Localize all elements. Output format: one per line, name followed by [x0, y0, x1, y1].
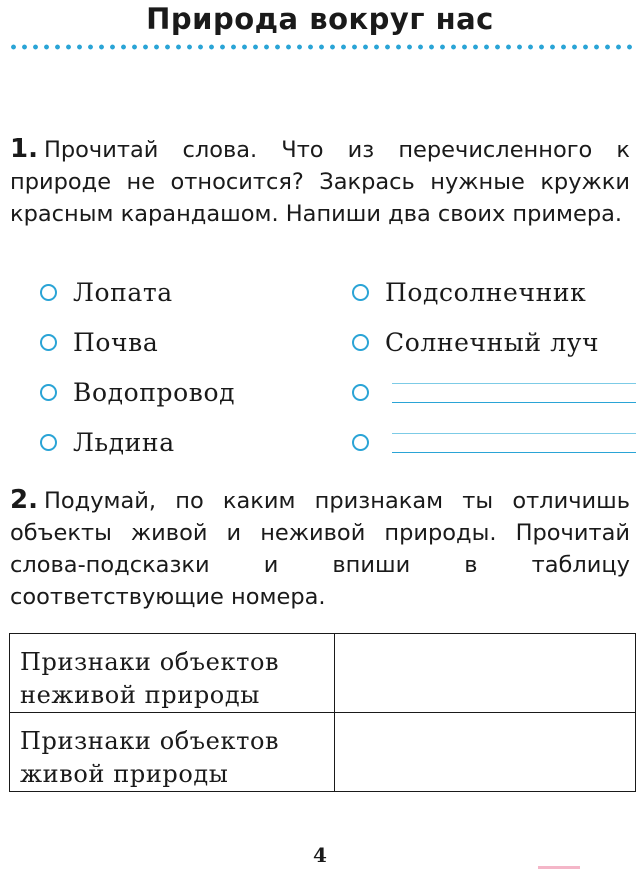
answer-line-2[interactable]: [392, 433, 636, 453]
option-lopata[interactable]: [40, 277, 173, 307]
table-row: [10, 634, 636, 713]
task-1-text: Прочитай слова. Что из перечисленного к природе не относится? Закрась нужные кружки красным карандашом. Напиши два своих примера.: [10, 137, 630, 227]
table-row: [10, 713, 636, 792]
task-1-instructions: [10, 133, 630, 230]
option-label: Льдина: [73, 427, 175, 457]
option-circle[interactable]: [352, 434, 369, 451]
option-label: Лопата: [73, 277, 173, 307]
option-own-example-1[interactable]: [352, 377, 385, 407]
task-2-instructions: [10, 484, 630, 613]
option-label: Почва: [73, 327, 159, 357]
option-label: Водопровод: [73, 377, 236, 407]
answer-line-1[interactable]: [392, 383, 636, 403]
nonliving-signs-label: Признаки объектов неживой природы: [10, 634, 335, 713]
option-label: Солнечный луч: [385, 327, 600, 357]
page-number: 4: [313, 843, 327, 867]
option-circle[interactable]: [352, 284, 369, 301]
print-mark: [538, 866, 580, 869]
page-title: Природа вокруг нас: [146, 2, 494, 36]
nonliving-signs-answer-cell[interactable]: [335, 634, 636, 713]
option-label: Подсолнечник: [385, 277, 587, 307]
option-own-example-2[interactable]: [352, 427, 385, 457]
option-circle[interactable]: [352, 334, 369, 351]
option-circle[interactable]: [352, 384, 369, 401]
task-1-number: 1.: [10, 134, 38, 164]
task-2-number: 2.: [10, 485, 38, 515]
option-vodoprovod[interactable]: [40, 377, 235, 407]
option-podsolnechnik[interactable]: [352, 277, 586, 307]
signs-table: [9, 633, 636, 792]
option-circle[interactable]: [40, 334, 57, 351]
option-pochva[interactable]: [40, 327, 158, 357]
option-circle[interactable]: [40, 384, 57, 401]
option-circle[interactable]: [40, 434, 57, 451]
living-signs-label: Признаки объектов живой природы: [10, 713, 335, 792]
dotted-divider: [8, 44, 632, 50]
living-signs-answer-cell[interactable]: [335, 713, 636, 792]
task-2-text: Подумай, по каким признакам ты отличишь объекты живой и неживой природы. Прочитай слова-подсказки и впиши в таблицу соответствующие номера.: [10, 488, 630, 610]
option-ldina[interactable]: [40, 427, 175, 457]
option-solnechny-luch[interactable]: [352, 327, 599, 357]
option-circle[interactable]: [40, 284, 57, 301]
